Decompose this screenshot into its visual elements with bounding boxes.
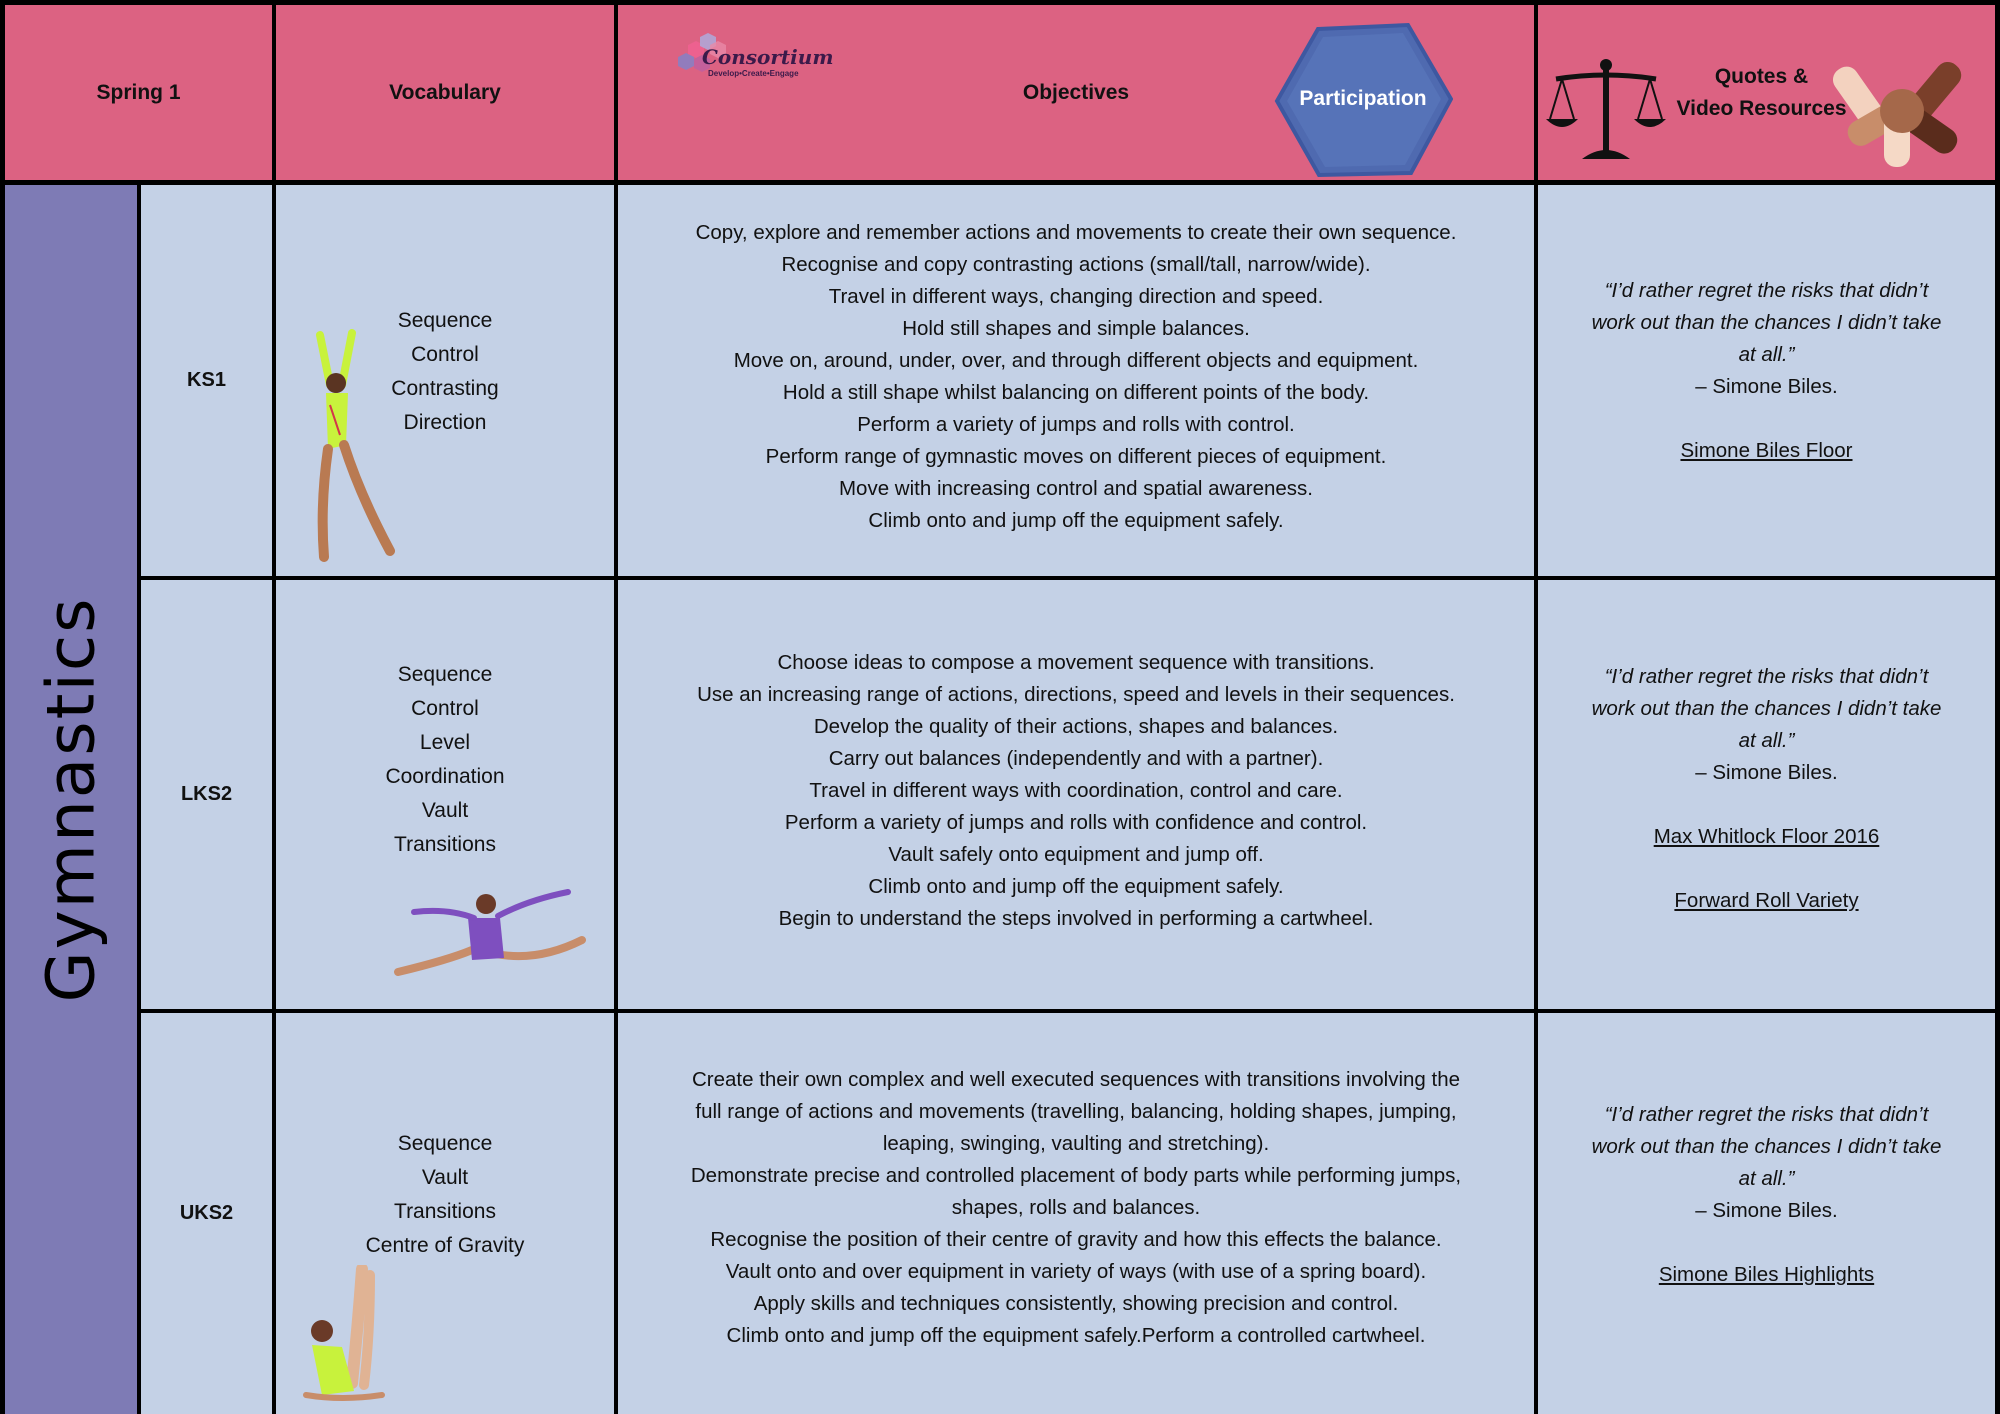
quote-line: “I’d rather regret the risks that didn’t bbox=[1604, 664, 1929, 688]
quote-line: work out than the chances I didn’t take bbox=[1591, 1134, 1942, 1158]
objective-item: full range of actions and movements (travelling, balancing, holding shapes, jumping, bbox=[695, 1099, 1457, 1123]
objective-item: Perform a variety of jumps and rolls with confidence and control. bbox=[784, 810, 1368, 834]
header-quotes bbox=[1538, 5, 1995, 180]
quote-block bbox=[1562, 275, 1972, 467]
quote-author: – Simone Biles. bbox=[1695, 1198, 1838, 1222]
quote-line: “I’d rather regret the risks that didn’t bbox=[1604, 1102, 1929, 1126]
quote-line: at all.” bbox=[1738, 728, 1795, 752]
quote-line: work out than the chances I didn’t take bbox=[1591, 310, 1942, 334]
objective-item: Begin to understand the steps involved in performing a cartwheel. bbox=[778, 906, 1374, 930]
quote-line: work out than the chances I didn’t take bbox=[1591, 696, 1942, 720]
quote-line: at all.” bbox=[1738, 1166, 1795, 1190]
objectives-cell-ks1 bbox=[618, 185, 1534, 576]
gymnast-stretch-icon bbox=[292, 1265, 402, 1414]
objective-item: Create their own complex and well executed sequences with transitions involving the bbox=[691, 1067, 1461, 1091]
header-quotes-line1: Quotes & bbox=[1714, 64, 1809, 88]
vocab-item: Sequence bbox=[397, 1131, 493, 1155]
participation-badge bbox=[1273, 19, 1453, 179]
objective-item: Hold still shapes and simple balances. bbox=[902, 316, 1250, 340]
stage-cell-uks2 bbox=[141, 1013, 272, 1414]
vocab-item: Direction bbox=[403, 410, 487, 434]
objective-item: Move with increasing control and spatial awareness. bbox=[838, 476, 1314, 500]
objectives-list bbox=[661, 647, 1491, 935]
objective-item: Hold a still shape whilst balancing on different points of the body. bbox=[782, 380, 1370, 404]
objectives-cell-lks2 bbox=[618, 580, 1534, 1009]
stage-cell-lks2 bbox=[141, 580, 272, 1009]
vocab-item: Vault bbox=[421, 798, 469, 822]
subject-title: Gymnastics bbox=[32, 596, 110, 1003]
quote-author: – Simone Biles. bbox=[1695, 760, 1838, 784]
vocab-item: Transitions bbox=[394, 1199, 496, 1223]
vocab-item: Control bbox=[411, 342, 479, 366]
objective-item: Vault safely onto equipment and jump off. bbox=[888, 842, 1264, 866]
logo-tagline: Develop•Create•Engage bbox=[708, 69, 799, 78]
objective-item: Travel in different ways with coordination, control and care. bbox=[809, 778, 1343, 802]
vocab-cell-uks2 bbox=[276, 1013, 614, 1414]
objective-item: Carry out balances (independently and with a partner). bbox=[828, 746, 1324, 770]
stage-label: KS1 bbox=[187, 369, 226, 391]
vocab-item: Coordination bbox=[385, 764, 505, 788]
hands-together-icon bbox=[1828, 57, 1978, 167]
badge-label: Participation bbox=[1299, 87, 1427, 110]
quotes-cell-uks2 bbox=[1538, 1013, 1995, 1414]
objective-item: Apply skills and techniques consistently, showing precision and control. bbox=[753, 1291, 1399, 1315]
objectives-list bbox=[655, 1064, 1497, 1352]
objective-item: Demonstrate precise and controlled placement of body parts while performing jumps, bbox=[690, 1163, 1462, 1187]
vocab-item: Contrasting bbox=[391, 376, 499, 400]
quote-block bbox=[1562, 661, 1972, 917]
objective-item: Develop the quality of their actions, shapes and balances. bbox=[813, 714, 1339, 738]
video-link-simone-biles-floor[interactable]: Simone Biles Floor bbox=[1680, 438, 1853, 462]
vocab-item: Level bbox=[419, 730, 471, 754]
stage-label: UKS2 bbox=[179, 1202, 234, 1224]
vocab-item: Sequence bbox=[397, 662, 493, 686]
objective-item: Move on, around, under, over, and through different objects and equipment. bbox=[733, 348, 1419, 372]
objective-item: Perform a variety of jumps and rolls with control. bbox=[857, 412, 1295, 436]
gymnast-standing-icon bbox=[290, 325, 400, 565]
vocab-cell-ks1 bbox=[276, 185, 614, 576]
quote-block bbox=[1562, 1099, 1972, 1291]
scales-icon bbox=[1546, 57, 1666, 167]
objective-item: Climb onto and jump off the equipment safely. bbox=[868, 874, 1284, 898]
vocab-item: Control bbox=[411, 696, 479, 720]
objective-item: Copy, explore and remember actions and movements to create their own sequence. bbox=[695, 220, 1457, 244]
vocab-item: Vault bbox=[421, 1165, 469, 1189]
objective-item: Climb onto and jump off the equipment safely.Perform a controlled cartwheel. bbox=[726, 1323, 1426, 1347]
objective-item: Recognise the position of their centre of gravity and how this effects the balance. bbox=[710, 1227, 1442, 1251]
gymnast-leap-icon bbox=[388, 878, 588, 978]
header-objectives-label: Objectives bbox=[1022, 80, 1130, 104]
vocab-list bbox=[366, 1127, 525, 1263]
header-term bbox=[5, 5, 272, 180]
header-quotes-line2: Video Resources bbox=[1676, 96, 1847, 120]
objective-item: leaping, swinging, vaulting and stretching). bbox=[882, 1131, 1270, 1155]
stage-label: LKS2 bbox=[180, 783, 233, 805]
vocab-item: Transitions bbox=[394, 832, 496, 856]
header-objectives bbox=[618, 5, 1534, 180]
video-link-simone-biles-highlights[interactable]: Simone Biles Highlights bbox=[1658, 1262, 1875, 1286]
header-term-label: Spring 1 bbox=[96, 80, 181, 104]
quotes-cell-lks2 bbox=[1538, 580, 1995, 1009]
quote-author: – Simone Biles. bbox=[1695, 374, 1838, 398]
objective-item: Travel in different ways, changing direction and speed. bbox=[828, 284, 1324, 308]
quote-line: at all.” bbox=[1738, 342, 1795, 366]
objectives-cell-uks2 bbox=[618, 1013, 1534, 1414]
objective-item: Use an increasing range of actions, directions, speed and levels in their sequences. bbox=[697, 682, 1455, 706]
objective-item: Climb onto and jump off the equipment safely. bbox=[868, 508, 1284, 532]
header-vocabulary-label: Vocabulary bbox=[389, 80, 501, 104]
objective-item: Perform range of gymnastic moves on different pieces of equipment. bbox=[765, 444, 1387, 468]
video-link-max-whitlock-floor-2016[interactable]: Max Whitlock Floor 2016 bbox=[1653, 824, 1880, 848]
vocab-list bbox=[385, 658, 504, 862]
objective-item: Choose ideas to compose a movement sequence with transitions. bbox=[777, 650, 1375, 674]
quotes-cell-ks1 bbox=[1538, 185, 1995, 576]
vocab-item: Sequence bbox=[397, 308, 493, 332]
stage-cell-ks1 bbox=[141, 185, 272, 576]
vocab-list bbox=[391, 304, 498, 440]
objectives-list bbox=[660, 217, 1493, 537]
objective-item: Vault onto and over equipment in variety of ways (with use of a spring board). bbox=[725, 1259, 1427, 1283]
objective-item: Recognise and copy contrasting actions (small/tall, narrow/wide). bbox=[781, 252, 1371, 276]
vocab-item: Centre of Gravity bbox=[365, 1233, 525, 1257]
logo-name: Consortium bbox=[702, 45, 834, 69]
subject-cell bbox=[5, 185, 137, 1414]
objective-item: shapes, rolls and balances. bbox=[951, 1195, 1201, 1219]
consortium-logo bbox=[674, 23, 854, 83]
vocab-cell-lks2 bbox=[276, 580, 614, 1009]
video-link-forward-roll-variety[interactable]: Forward Roll Variety bbox=[1674, 888, 1859, 912]
header-vocabulary bbox=[276, 5, 614, 180]
quote-line: “I’d rather regret the risks that didn’t bbox=[1604, 278, 1929, 302]
